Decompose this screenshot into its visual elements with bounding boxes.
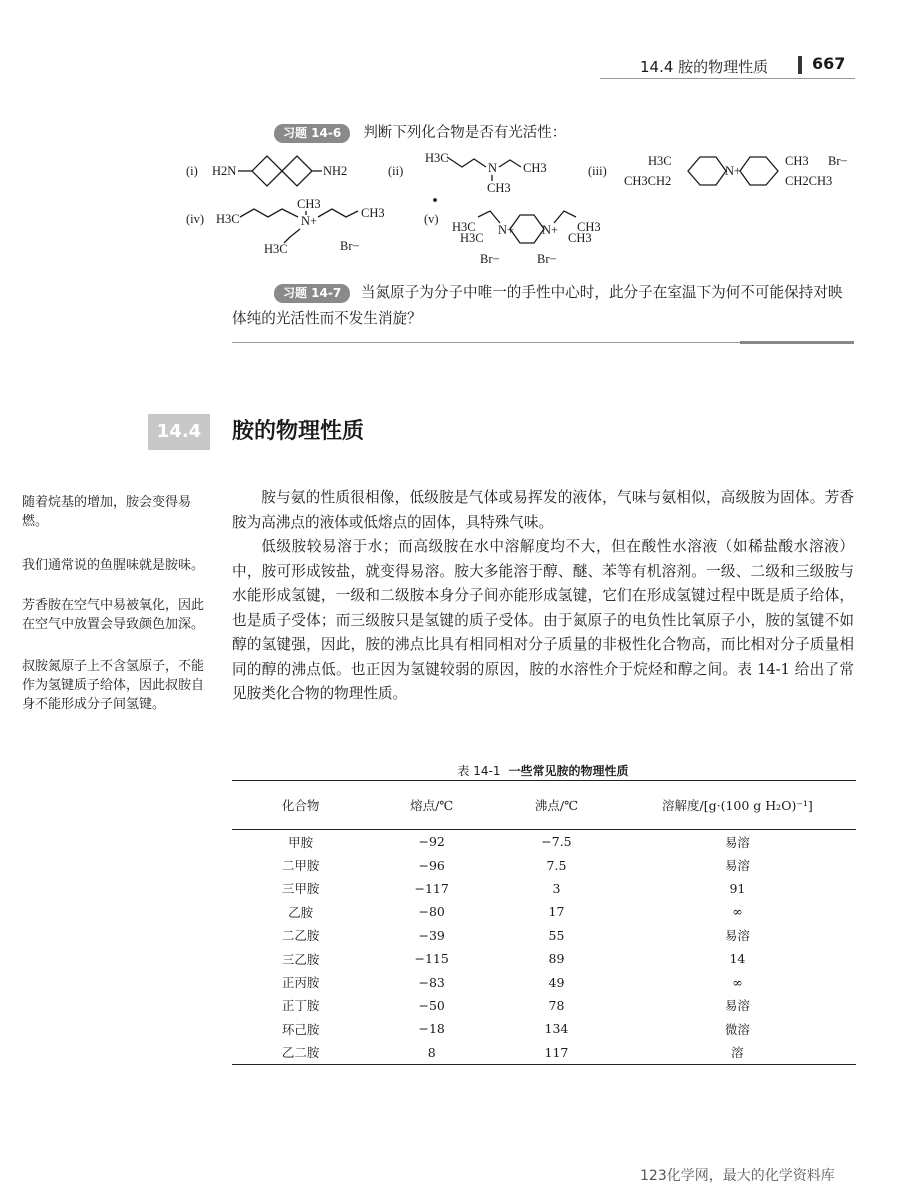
cell: −83 — [418, 974, 445, 990]
iv-ch3-top: CH3 — [297, 197, 321, 211]
iv-h3c-bottom: H3C — [264, 242, 288, 256]
cell: 易溶 — [724, 928, 750, 944]
cell: 正丙胺 — [281, 975, 320, 991]
label-i: (i) — [186, 164, 198, 178]
col-header: 溶解度/[g·(100 g H₂O)⁻¹] — [619, 781, 856, 830]
cell: 乙二胺 — [232, 1041, 369, 1065]
v-ch3-a: CH3 — [577, 220, 601, 234]
ii-n: N — [488, 161, 498, 175]
table-row — [232, 830, 856, 854]
header-section-title: 14.4 胺的物理性质 — [640, 58, 769, 76]
table-title: 一些常见胺的物理性质 — [508, 764, 629, 778]
margin-note: 我们通常说的鱼腥味就是胺味。 — [22, 558, 205, 573]
cell: −96 — [418, 857, 445, 873]
cell: 17 — [548, 904, 565, 920]
col-header: 沸点/℃ — [494, 781, 619, 830]
table-caption — [232, 762, 854, 779]
iii-ch2ch3: CH2CH3 — [785, 174, 833, 188]
i-nh2: NH2 — [323, 164, 348, 178]
cell: 甲胺 — [288, 834, 314, 850]
cell: 89 — [548, 951, 565, 967]
table-row — [232, 877, 856, 900]
cell: ∞ — [732, 974, 743, 990]
cell: 环己胺 — [281, 1021, 320, 1037]
cell: 14 — [729, 951, 746, 967]
table-header-row — [232, 781, 856, 830]
cell: −7.5 — [541, 834, 572, 850]
cell: −92 — [418, 834, 445, 850]
exercise-badge: 习题 14-6 — [274, 124, 350, 143]
chemical-structures — [180, 145, 860, 275]
cell: 正丁胺 — [281, 998, 320, 1014]
i-h2n: H2N — [212, 164, 237, 178]
cell: 49 — [548, 974, 565, 990]
exercise-prompt: 判断下列化合物是否有光活性： — [363, 125, 567, 141]
watermark-text: 123化学网，最大的化学资料库 — [640, 1168, 835, 1184]
table-row — [232, 970, 856, 993]
table-row — [232, 900, 856, 923]
table-row — [232, 994, 856, 1017]
cell: 微溶 — [724, 1021, 750, 1037]
table-row — [232, 1017, 856, 1040]
cell: −80 — [418, 904, 445, 920]
label-iv: (iv) — [186, 212, 205, 226]
iii-h3c: H3C — [648, 154, 672, 168]
separator-accent — [740, 341, 854, 344]
iv-ch3-right: CH3 — [361, 206, 385, 220]
section-number-badge: 14.4 — [148, 414, 210, 450]
exercise-badge-2: 习题 14-7 — [274, 284, 350, 303]
body-text — [232, 486, 854, 707]
cell: ∞ — [732, 904, 743, 920]
cell: 三乙胺 — [281, 951, 320, 967]
v-n2: N+ — [542, 223, 559, 237]
label-v: (v) — [424, 212, 439, 226]
label-ii: (ii) — [388, 164, 404, 178]
exercise-14-6 — [274, 121, 566, 143]
cell: 溶 — [619, 1041, 856, 1065]
ii-ch3-bottom: CH3 — [487, 181, 511, 195]
margin-note: 叔胺氮原子上不含氢原子，不能作为氢键质子给体，因此叔胺自身不能形成分子间氢键。 — [22, 659, 205, 712]
section-title: 胺的物理性质 — [232, 419, 365, 444]
cell: 乙胺 — [288, 904, 314, 920]
table-number: 表 14-1 — [457, 764, 501, 778]
cell: 91 — [729, 880, 746, 896]
cell: −115 — [414, 951, 449, 967]
iii-n: N+ — [725, 164, 742, 178]
ii-ch3: CH3 — [523, 161, 547, 175]
ii-h3c: H3C — [425, 151, 449, 165]
cell: 117 — [494, 1041, 619, 1065]
v-br-2: Br− — [537, 252, 557, 266]
page-number: 667 — [812, 54, 846, 73]
header-rule — [600, 78, 855, 79]
i-spiro-rings — [238, 156, 322, 186]
label-iii: (iii) — [588, 164, 607, 178]
header-divider — [798, 56, 802, 74]
iii-ch3: CH3 — [785, 154, 809, 168]
cell: 78 — [548, 997, 565, 1013]
cell: −50 — [418, 997, 445, 1013]
iv-br: Br− — [340, 239, 360, 253]
amine-properties-table — [232, 780, 856, 1065]
col-header: 化合物 — [232, 781, 369, 830]
exercise-prompt-2: 当氮原子为分子中唯一的手性中心时，此分子在室温下为何不可能保持对映体纯的光活性而不发生消旋？ — [232, 284, 843, 327]
table-row — [232, 1041, 856, 1065]
cell: 3 — [552, 880, 561, 896]
cell: 易溶 — [724, 858, 750, 874]
margin-note: 随着烷基的增加，胺会变得易燃。 — [22, 495, 192, 529]
running-header — [600, 52, 850, 78]
margin-note: 芳香胺在空气中易被氧化，因此在空气中放置会导致颜色加深。 — [22, 598, 205, 632]
cell: 134 — [544, 1021, 569, 1037]
iii-ch3ch2: CH3CH2 — [624, 174, 672, 188]
cell: 三甲胺 — [281, 881, 320, 897]
cell: −39 — [418, 927, 445, 943]
cell: −18 — [418, 1021, 445, 1037]
v-br-1: Br− — [480, 252, 500, 266]
cell: 7.5 — [546, 857, 567, 873]
col-header: 熔点/℃ — [369, 781, 494, 830]
exercise-14-7 — [232, 280, 854, 332]
v-h3c-2: H3C — [460, 231, 484, 245]
table-row — [232, 853, 856, 876]
cell: 二乙胺 — [281, 928, 320, 944]
iv-h3c: H3C — [216, 212, 240, 226]
iv-n: N+ — [301, 214, 318, 228]
paragraph: 低级胺较易溶于水；而高级胺在水中溶解度均不大，但在酸性水溶液（如稀盐酸水溶液）中，胺可形成铵盐，就变得易溶。胺大多能溶于醇、醚、苯等有机溶剂。一级、二级和三级胺与水能形成氢键，一级和二级胺本身分子间亦能形成氢键，它们在形成氢键过程中既是质子给体，也是质子受体；而三级胺只是氢键的质子受体。由于氮原子的电负性比氧原子小，胺的氢键不如醇的氢键强，因此，胺的沸点比具有相同相对分子质量的非极性化合物高，而比相对分子质量相同的醇的沸点低。也正因为氢键较弱的原因，胺的水溶性介于烷烃和醇之间。表 14-1 给出了常见胺类化合物的物理性质。 — [232, 538, 854, 702]
table-row — [232, 947, 856, 970]
iii-br: Br− — [828, 154, 848, 168]
cell: 易溶 — [724, 834, 750, 850]
v-ch3-b: CH3 — [568, 231, 592, 245]
cell: 55 — [548, 927, 565, 943]
paragraph: 胺与氨的性质很相像，低级胺是气体或易挥发的液体，气味与氨相似，高级胺为固体。芳香胺为高沸点的液体或低熔点的固体，具特殊气味。 — [232, 489, 854, 531]
v-h3c: H3C — [452, 220, 476, 234]
v-n1: N+ — [498, 223, 515, 237]
cell: 易溶 — [724, 998, 750, 1014]
cell: 8 — [369, 1041, 494, 1065]
cell: −117 — [414, 880, 449, 896]
table-row — [232, 924, 856, 947]
cell: 二甲胺 — [281, 858, 320, 874]
